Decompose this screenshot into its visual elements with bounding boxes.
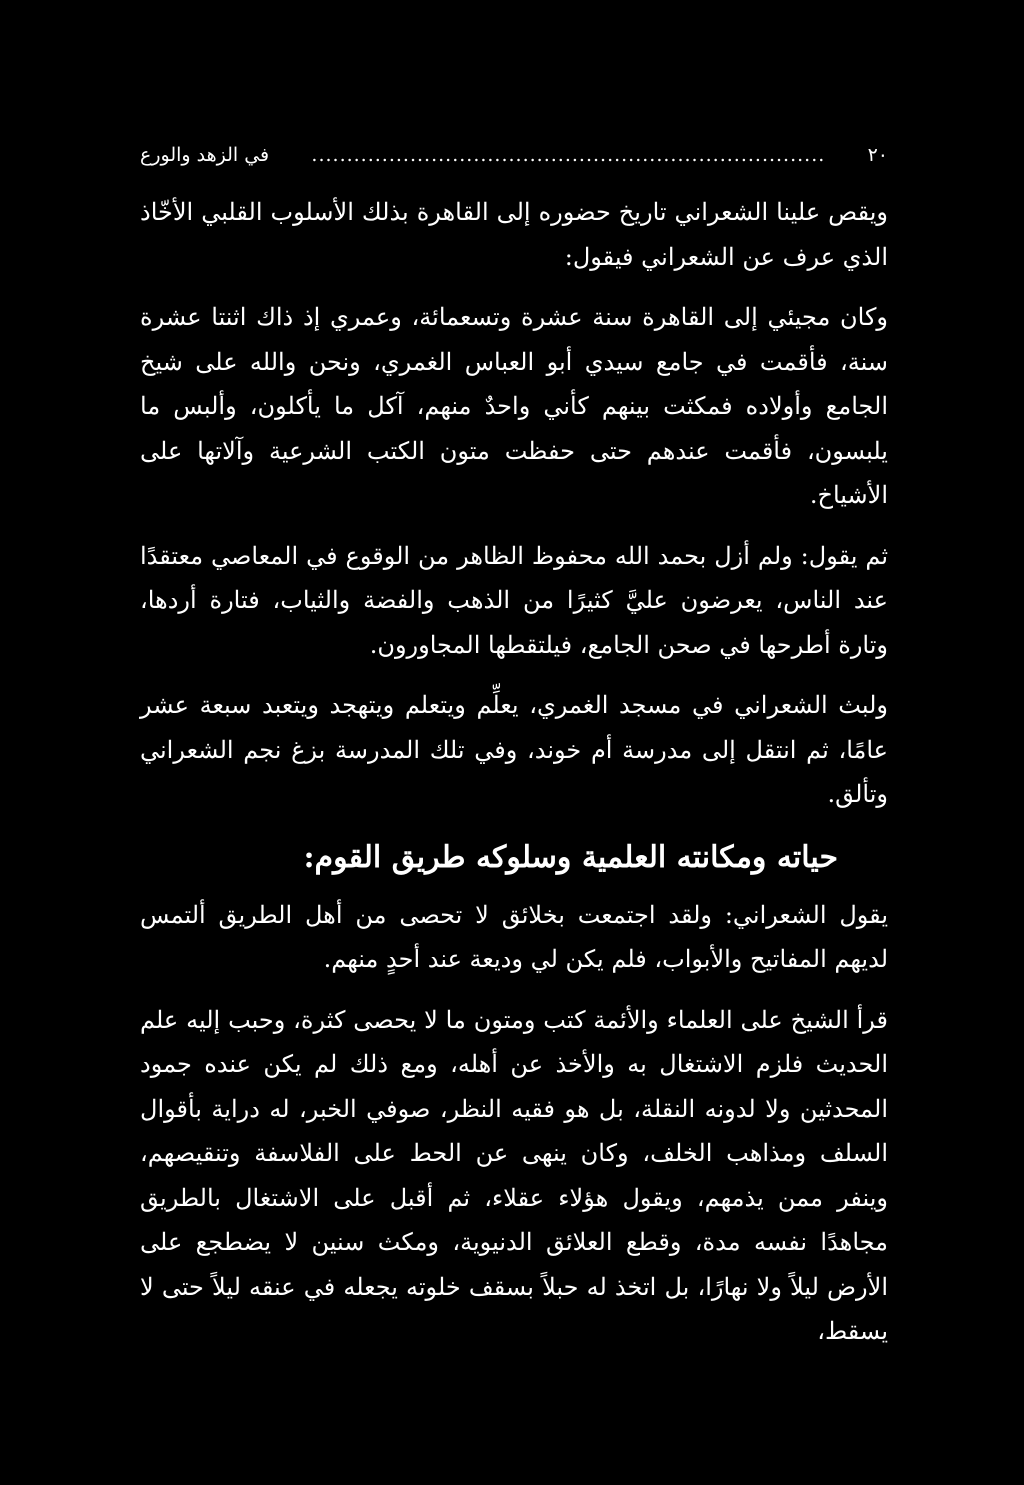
body-text xyxy=(140,190,888,1370)
paragraph-intro-quote: ويقص علينا الشعراني تاريخ حضوره إلى القاهرة بذلك الأسلوب القلبي الأخّاذ الذي عرف عن الشعراني فيقول: xyxy=(140,198,888,271)
running-header xyxy=(140,140,888,170)
paragraph-ghamri-mosque: ولبث الشعراني في مسجد الغمري، يعلِّم ويتعلم ويتهجد ويتعبد سبعة عشر عامًا، ثم انتقل إلى مدرسة أم خوند، وفي تلك المدرسة بزغ نجم الشعراني وتألق. xyxy=(140,691,888,808)
paragraph-study-hadith: قرأ الشيخ على العلماء والأئمة كتب ومتون ما لا يحصى كثرة، وحبب إليه علم الحديث فلزم الاشتغال به والأخذ عن أهله، ومع ذلك لم يكن عنده جمود المحدثين ولا لدونه النقلة، بل هو فقيه النظر، صوفي الخبر، له دراية بأقوال السلف ومذاهب الخلف، وكان ينهى عن الحط على الفلاسفة وتنقيصهم، وينفر ممن يذمهم، ويقول هؤلاء عقلاء، ثم أقبل على الاشتغال بالطريق مجاهدًا نفسه مدة، وقطع العلائق الدنيوية، ومكث سنين لا يضطجع على الأرض ليلاً ولا نهارًا، بل اتخذ له حبلاً بسقف خلوته يجعله في عنقه ليلاً حتى لا يسقط، xyxy=(140,1005,889,1345)
section-heading: حياته ومكانته العلمية وسلوكه طريق القوم: xyxy=(303,839,838,875)
running-title: في الزهد والورع xyxy=(140,144,270,166)
paragraph-protection: ثم يقول: ولم أزل بحمد الله محفوظ الظاهر من الوقوع في المعاصي معتقدًا عند الناس، يعرضون عليَّ كثيرًا من الذهب والفضة والثياب، فتارة أردها، وتارة أطرحها في صحن الجامع، فيلتقطها المجاورون. xyxy=(140,541,888,659)
book-page xyxy=(140,0,888,1485)
paragraph-arrival-cairo: وكان مجيئي إلى القاهرة سنة عشرة وتسعمائة، وعمري إذ ذاك اثنتا عشرة سنة، فأقمت في جامع سيدي أبو العباس الغمري، ونحن والله على شيخ الجامع وأولاده فمكثت بينهم كأني واحدٌ منهم، آكل ما يأكلون، وألبس ما يلبسون، فأقمت عندهم حتى حفظت متون الكتب الشرعية وآلاتها على الأشياخ. xyxy=(140,303,888,509)
page-number: ٢٠ xyxy=(867,144,888,166)
header-dot-leader: ......................................................................... xyxy=(311,144,826,166)
paragraph-sheikh-quote: يقول الشعراني: ولقد اجتمعت بخلائق لا تحصى من أهل الطريق ألتمس لديهم المفاتيح والأبواب، فلم يكن لي وديعة عند أحدٍ منهم. xyxy=(140,900,888,973)
